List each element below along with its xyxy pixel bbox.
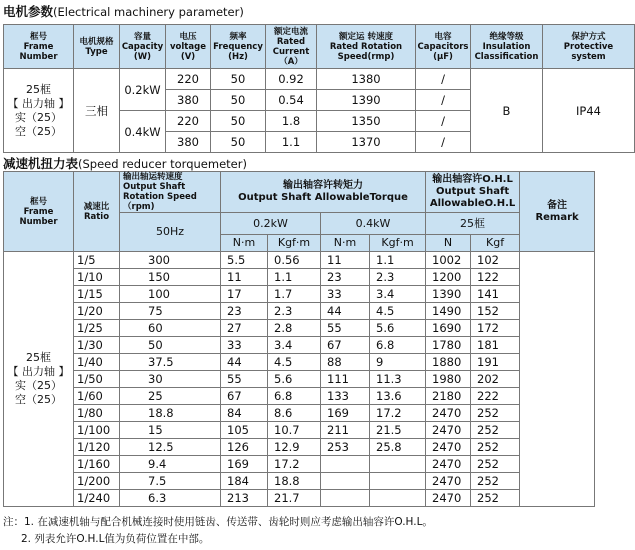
header-type xyxy=(74,25,120,69)
speed-cell: 1380 xyxy=(317,69,416,90)
torque-nm-02-cell: 84 xyxy=(221,405,268,422)
unit-kgfm: Kgf·m xyxy=(268,235,321,252)
header-ratio xyxy=(74,172,120,252)
torque-nm-04-cell: 169 xyxy=(321,405,370,422)
torque-kgfm-04-cell: 21.5 xyxy=(370,422,426,439)
unit-kgfm: Kgf·m xyxy=(370,235,426,252)
torque-kgfm-02-cell: 4.5 xyxy=(268,354,321,371)
table-row xyxy=(4,371,595,388)
motor-title-en: (Electrical machinery parameter) xyxy=(53,5,244,19)
speed-cell: 1370 xyxy=(317,132,416,153)
ohl-kgf-cell: 252 xyxy=(471,456,520,473)
header-frequency xyxy=(211,25,266,69)
unit-kgf: Kgf xyxy=(471,235,520,252)
frequency-cell: 50 xyxy=(211,90,266,111)
torque-nm-02-cell: 17 xyxy=(221,286,268,303)
ohl-n-cell: 1690 xyxy=(426,320,471,337)
ratio-cell: 1/80 xyxy=(74,405,120,422)
note-1: 注：1. 在减速机轴与配合机械连接时使用链齿、传送带、齿轮时则应考虑输出轴容许O.H.L。 xyxy=(3,516,433,528)
voltage-cell: 380 xyxy=(166,90,211,111)
torque-nm-02-cell: 67 xyxy=(221,388,268,405)
ohl-n-cell: 2470 xyxy=(426,490,471,507)
torque-nm-02-cell: 11 xyxy=(221,269,268,286)
ratio-cell: 1/120 xyxy=(74,439,120,456)
capacity-cell: 0.4kW xyxy=(120,111,166,153)
motor-header-row xyxy=(4,25,635,69)
ratio-cell: 1/20 xyxy=(74,303,120,320)
frame-text: 25框 【 出力轴 】 实（25） 空（25） xyxy=(7,82,70,138)
table-row xyxy=(4,269,595,286)
voltage-cell: 220 xyxy=(166,111,211,132)
header-allowable-ohl xyxy=(426,172,520,213)
table-row xyxy=(4,422,595,439)
capacitor-cell: / xyxy=(416,111,471,132)
table-row xyxy=(4,320,595,337)
capacity-cell: 0.2kW xyxy=(120,69,166,111)
header-text: 输出轴容许O.H.L Output Shaft AllowableO.H.L xyxy=(429,174,516,209)
speed-cell: 60 xyxy=(120,320,221,337)
table-row xyxy=(4,354,595,371)
speed-cell: 6.3 xyxy=(120,490,221,507)
header-rated-speed xyxy=(317,25,416,69)
table-row xyxy=(4,473,595,490)
table-row xyxy=(4,388,595,405)
subheader-02kw: 0.2kW xyxy=(221,213,321,235)
torque-nm-04-cell: 211 xyxy=(321,422,370,439)
torque-kgfm-02-cell: 2.3 xyxy=(268,303,321,320)
ohl-kgf-cell: 191 xyxy=(471,354,520,371)
ratio-cell: 1/40 xyxy=(74,354,120,371)
current-cell: 1.1 xyxy=(266,132,317,153)
torque-nm-04-cell: 11 xyxy=(321,252,370,269)
header-capacitors xyxy=(416,25,471,69)
reducer-header-row xyxy=(4,172,595,213)
capacitor-cell: / xyxy=(416,90,471,111)
voltage-cell: 220 xyxy=(166,69,211,90)
header-text: 频率 Frequency (Hz) xyxy=(213,31,263,62)
speed-cell: 18.8 xyxy=(120,405,221,422)
ohl-kgf-cell: 252 xyxy=(471,490,520,507)
ohl-kgf-cell: 252 xyxy=(471,422,520,439)
speed-cell: 9.4 xyxy=(120,456,221,473)
insulation-cell: B xyxy=(471,69,543,153)
frame-text: 25框 【 出力轴 】 实（25） 空（25） xyxy=(7,351,70,406)
torque-kgfm-02-cell: 21.7 xyxy=(268,490,321,507)
ohl-kgf-cell: 102 xyxy=(471,252,520,269)
header-voltage xyxy=(166,25,211,69)
header-text: 框号 Frame Number xyxy=(19,31,58,62)
torque-nm-02-cell: 33 xyxy=(221,337,268,354)
table-row xyxy=(4,286,595,303)
torque-nm-04-cell: 44 xyxy=(321,303,370,320)
ohl-kgf-cell: 202 xyxy=(471,371,520,388)
ratio-cell: 1/30 xyxy=(74,337,120,354)
torque-kgfm-02-cell: 1.7 xyxy=(268,286,321,303)
capacitor-cell: / xyxy=(416,69,471,90)
capacitor-cell: / xyxy=(416,132,471,153)
header-text: 减速比 Ratio xyxy=(83,201,110,222)
speed-cell: 1390 xyxy=(317,90,416,111)
ohl-n-cell: 1780 xyxy=(426,337,471,354)
motor-parameter-table xyxy=(3,24,635,153)
ratio-cell: 1/200 xyxy=(74,473,120,490)
header-frame-number xyxy=(4,25,74,69)
torque-nm-02-cell: 105 xyxy=(221,422,268,439)
ohl-n-cell: 1390 xyxy=(426,286,471,303)
torque-nm-04-cell: 88 xyxy=(321,354,370,371)
speed-cell: 50 xyxy=(120,337,221,354)
reducer-title-en: (Speed reducer torquemeter) xyxy=(78,157,247,171)
reducer-section-title xyxy=(3,154,247,172)
ohl-n-cell: 2180 xyxy=(426,388,471,405)
ohl-kgf-cell: 141 xyxy=(471,286,520,303)
torque-kgfm-04-cell: 1.1 xyxy=(370,252,426,269)
header-text: 额定运 转速度 Rated Rotation Speed(rmp) xyxy=(329,31,403,62)
table-row xyxy=(4,456,595,473)
speed-cell: 12.5 xyxy=(120,439,221,456)
header-rated-current xyxy=(266,25,317,69)
speed-cell: 1350 xyxy=(317,111,416,132)
current-cell: 0.54 xyxy=(266,90,317,111)
torque-kgfm-02-cell: 2.8 xyxy=(268,320,321,337)
frame-cell xyxy=(4,252,74,507)
torque-kgfm-02-cell: 5.6 xyxy=(268,371,321,388)
ratio-cell: 1/15 xyxy=(74,286,120,303)
table-row xyxy=(4,69,635,90)
speed-cell: 7.5 xyxy=(120,473,221,490)
torque-nm-02-cell: 184 xyxy=(221,473,268,490)
torque-nm-02-cell: 27 xyxy=(221,320,268,337)
footnotes xyxy=(3,514,433,548)
speed-cell: 75 xyxy=(120,303,221,320)
torque-nm-04-cell xyxy=(321,456,370,473)
ohl-kgf-cell: 252 xyxy=(471,405,520,422)
subheader-25-frame: 25框 xyxy=(426,213,520,235)
torque-kgfm-02-cell: 12.9 xyxy=(268,439,321,456)
torque-nm-02-cell: 5.5 xyxy=(221,252,268,269)
ohl-kgf-cell: 172 xyxy=(471,320,520,337)
table-row xyxy=(4,405,595,422)
frame-cell xyxy=(4,69,74,153)
ohl-n-cell: 1880 xyxy=(426,354,471,371)
ohl-kgf-cell: 181 xyxy=(471,337,520,354)
torque-kgfm-04-cell xyxy=(370,473,426,490)
torque-nm-02-cell: 213 xyxy=(221,490,268,507)
torque-kgfm-04-cell: 25.8 xyxy=(370,439,426,456)
ratio-cell: 1/25 xyxy=(74,320,120,337)
torque-nm-04-cell: 23 xyxy=(321,269,370,286)
torque-nm-02-cell: 23 xyxy=(221,303,268,320)
header-text: 电机规格 Type xyxy=(79,36,114,57)
table-row xyxy=(4,252,595,269)
motor-section-title xyxy=(3,2,244,20)
header-allowable-torque xyxy=(221,172,426,213)
speed-cell: 30 xyxy=(120,371,221,388)
torque-kgfm-02-cell: 3.4 xyxy=(268,337,321,354)
speed-cell: 150 xyxy=(120,269,221,286)
torque-kgfm-02-cell: 18.8 xyxy=(268,473,321,490)
ohl-kgf-cell: 252 xyxy=(471,473,520,490)
speed-cell: 15 xyxy=(120,422,221,439)
header-text: 电容 Capacitors (μF) xyxy=(417,31,469,62)
speed-cell: 300 xyxy=(120,252,221,269)
torque-kgfm-04-cell: 3.4 xyxy=(370,286,426,303)
frequency-cell: 50 xyxy=(211,69,266,90)
reducer-title-cn: 减速机扭力表 xyxy=(3,156,79,171)
ratio-cell: 1/160 xyxy=(74,456,120,473)
header-text: 输出轴容许转矩力 Output Shaft AllowableTorque xyxy=(238,180,408,203)
ohl-n-cell: 2470 xyxy=(426,456,471,473)
torque-nm-04-cell: 55 xyxy=(321,320,370,337)
ohl-n-cell: 1002 xyxy=(426,252,471,269)
ohl-n-cell: 2470 xyxy=(426,473,471,490)
table-row xyxy=(4,439,595,456)
speed-cell: 25 xyxy=(120,388,221,405)
torque-nm-04-cell: 253 xyxy=(321,439,370,456)
torque-nm-04-cell: 67 xyxy=(321,337,370,354)
header-text: 绝缘等级 Insulation Classification xyxy=(474,31,539,62)
reducer-torque-table xyxy=(3,171,595,507)
torque-nm-02-cell: 169 xyxy=(221,456,268,473)
torque-nm-02-cell: 126 xyxy=(221,439,268,456)
torque-kgfm-02-cell: 8.6 xyxy=(268,405,321,422)
ohl-kgf-cell: 122 xyxy=(471,269,520,286)
motor-title-cn: 电机参数 xyxy=(3,4,54,19)
ohl-kgf-cell: 222 xyxy=(471,388,520,405)
subheader-50hz: 50Hz xyxy=(120,213,221,252)
header-text: 额定电流 Rated Current （A） xyxy=(272,26,310,67)
current-cell: 1.8 xyxy=(266,111,317,132)
ohl-n-cell: 2470 xyxy=(426,405,471,422)
torque-nm-04-cell: 133 xyxy=(321,388,370,405)
torque-nm-04-cell: 33 xyxy=(321,286,370,303)
unit-nm: N·m xyxy=(221,235,268,252)
subheader-04kw: 0.4kW xyxy=(321,213,426,235)
current-cell: 0.92 xyxy=(266,69,317,90)
table-row xyxy=(4,303,595,320)
torque-nm-04-cell xyxy=(321,490,370,507)
torque-kgfm-04-cell: 6.8 xyxy=(370,337,426,354)
torque-kgfm-02-cell: 1.1 xyxy=(268,269,321,286)
ohl-n-cell: 1490 xyxy=(426,303,471,320)
ratio-cell: 1/50 xyxy=(74,371,120,388)
ohl-n-cell: 2470 xyxy=(426,422,471,439)
torque-kgfm-04-cell xyxy=(370,456,426,473)
ohl-kgf-cell: 152 xyxy=(471,303,520,320)
ratio-cell: 1/100 xyxy=(74,422,120,439)
torque-kgfm-04-cell: 17.2 xyxy=(370,405,426,422)
header-remark xyxy=(520,172,595,252)
ratio-cell: 1/5 xyxy=(74,252,120,269)
ohl-n-cell: 1200 xyxy=(426,269,471,286)
type-cell: 三相 xyxy=(74,69,120,153)
torque-kgfm-04-cell: 2.3 xyxy=(370,269,426,286)
unit-nm: N·m xyxy=(321,235,370,252)
torque-kgfm-04-cell: 13.6 xyxy=(370,388,426,405)
protection-cell: IP44 xyxy=(543,69,635,153)
header-text: 容量 Capacity (W) xyxy=(121,31,164,62)
header-text: 电压 voltage (V) xyxy=(170,31,206,62)
ohl-n-cell: 2470 xyxy=(426,439,471,456)
ratio-cell: 1/240 xyxy=(74,490,120,507)
header-text: 备注 Remark xyxy=(535,199,579,223)
header-text: 输出轴运转速度 Output Shaft Rotation Speed （rpm) xyxy=(123,172,197,212)
note-2: 2. 列表允许O.H.L值为负荷位置在中部。 xyxy=(21,533,210,545)
torque-kgfm-04-cell: 5.6 xyxy=(370,320,426,337)
ratio-cell: 1/10 xyxy=(74,269,120,286)
ohl-kgf-cell: 252 xyxy=(471,439,520,456)
header-capacity xyxy=(120,25,166,69)
speed-cell: 37.5 xyxy=(120,354,221,371)
torque-kgfm-02-cell: 17.2 xyxy=(268,456,321,473)
header-protection xyxy=(543,25,635,69)
header-frame-number xyxy=(4,172,74,252)
frequency-cell: 50 xyxy=(211,111,266,132)
header-output-speed xyxy=(120,172,221,213)
torque-nm-02-cell: 44 xyxy=(221,354,268,371)
unit-n: N xyxy=(426,235,471,252)
table-row xyxy=(4,337,595,354)
remark-cell xyxy=(520,252,595,507)
table-row xyxy=(4,490,595,507)
torque-kgfm-02-cell: 6.8 xyxy=(268,388,321,405)
torque-nm-04-cell: 111 xyxy=(321,371,370,388)
header-text: 框号 Frame Number xyxy=(19,196,58,227)
frequency-cell: 50 xyxy=(211,132,266,153)
torque-kgfm-04-cell: 9 xyxy=(370,354,426,371)
torque-kgfm-04-cell: 4.5 xyxy=(370,303,426,320)
torque-kgfm-04-cell xyxy=(370,490,426,507)
torque-kgfm-02-cell: 0.56 xyxy=(268,252,321,269)
header-text: 保护方式 Protective system xyxy=(563,31,614,62)
ohl-n-cell: 1980 xyxy=(426,371,471,388)
voltage-cell: 380 xyxy=(166,132,211,153)
speed-cell: 100 xyxy=(120,286,221,303)
torque-nm-04-cell xyxy=(321,473,370,490)
header-insulation xyxy=(471,25,543,69)
ratio-cell: 1/60 xyxy=(74,388,120,405)
torque-kgfm-02-cell: 10.7 xyxy=(268,422,321,439)
torque-kgfm-04-cell: 11.3 xyxy=(370,371,426,388)
torque-nm-02-cell: 55 xyxy=(221,371,268,388)
